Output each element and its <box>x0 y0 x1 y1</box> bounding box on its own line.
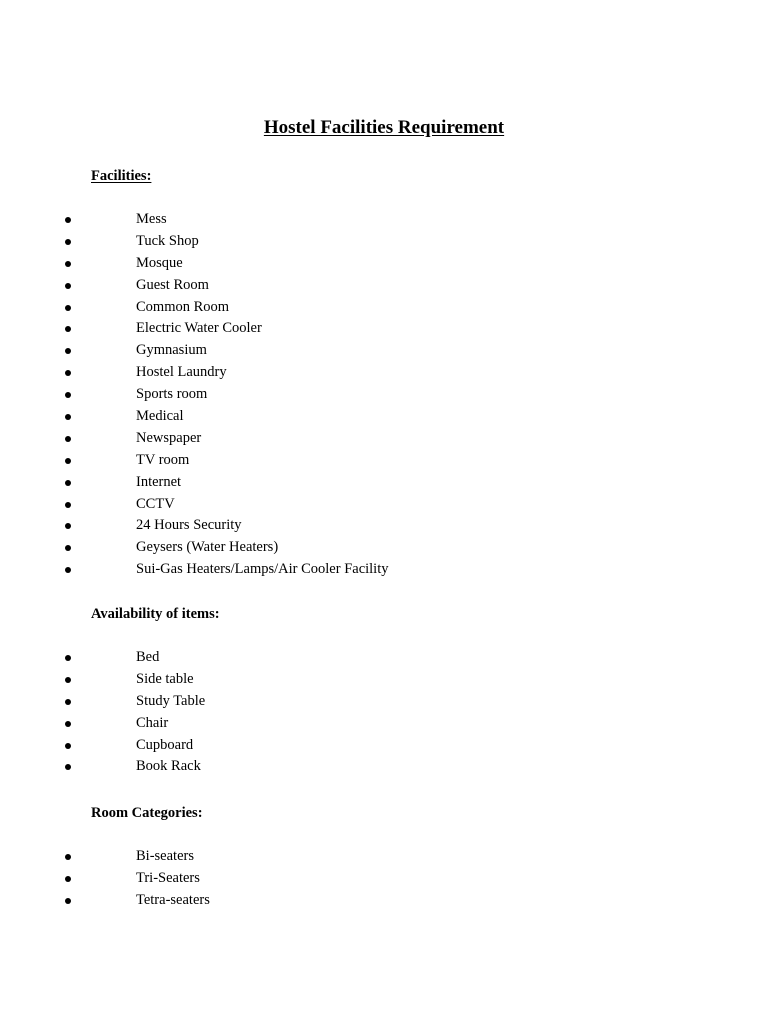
list-item <box>0 890 768 912</box>
list-item <box>0 384 768 406</box>
list-item-text: Cupboard <box>136 736 194 753</box>
list-item-text: Tri-Seaters <box>136 869 200 886</box>
list-item-text: Sports room <box>136 386 208 403</box>
bullet-icon <box>65 743 71 749</box>
list-item-text: Medical <box>136 408 184 425</box>
list-item <box>0 231 768 253</box>
bullet-icon <box>65 523 71 529</box>
list-item <box>0 537 768 559</box>
list-item <box>0 846 768 868</box>
section-heading-room-categories: Room Categories: <box>91 805 203 821</box>
list-item <box>0 297 768 319</box>
bullet-icon <box>65 854 71 860</box>
document-title: Hostel Facilities Requirement <box>263 117 505 138</box>
list-item <box>0 472 768 494</box>
section-availability <box>0 603 768 778</box>
list-item <box>0 515 768 537</box>
bullet-icon <box>65 217 71 223</box>
list-item-text: Mess <box>136 211 167 227</box>
list-item <box>0 735 768 757</box>
bullet-icon <box>65 348 71 354</box>
list-item-text: Chair <box>136 714 169 731</box>
list-item-text: Sui-Gas Heaters/Lamps/Air Cooler Facility <box>136 561 389 578</box>
list-item <box>0 691 768 713</box>
list-item <box>0 253 768 275</box>
bullet-icon <box>65 545 71 551</box>
list-item-text: Internet <box>136 473 182 490</box>
list-item <box>0 713 768 735</box>
list-item-text: Book Rack <box>136 758 201 775</box>
room-categories-list <box>0 846 768 912</box>
bullet-icon <box>65 677 71 683</box>
list-item-text: Guest Room <box>136 276 209 293</box>
bullet-icon <box>65 502 71 508</box>
bullet-icon <box>65 370 71 376</box>
list-item <box>0 559 768 581</box>
bullet-icon <box>65 326 71 332</box>
list-item <box>0 318 768 340</box>
list-item <box>0 428 768 450</box>
list-item-text: Side table <box>136 670 194 687</box>
list-item-text: Bed <box>136 649 160 665</box>
list-item-text: Hostel Laundry <box>136 364 227 381</box>
list-item <box>0 450 768 472</box>
list-item-text: Geysers (Water Heaters) <box>136 539 279 556</box>
bullet-icon <box>65 480 71 486</box>
bullet-icon <box>65 567 71 573</box>
list-item <box>0 209 768 231</box>
list-item-text: 24 Hours Security <box>136 517 242 534</box>
list-item <box>0 494 768 516</box>
list-item <box>0 340 768 362</box>
list-item-text: Gymnasium <box>136 342 207 359</box>
bullet-icon <box>65 261 71 267</box>
list-item <box>0 868 768 890</box>
facilities-list <box>0 209 768 581</box>
bullet-icon <box>65 655 71 661</box>
section-heading-facilities: Facilities: <box>91 168 152 184</box>
bullet-icon <box>65 392 71 398</box>
bullet-icon <box>65 283 71 289</box>
bullet-icon <box>65 305 71 311</box>
bullet-icon <box>65 458 71 464</box>
bullet-icon <box>65 764 71 770</box>
list-item-text: Tetra-seaters <box>136 891 210 908</box>
section-facilities <box>0 165 768 581</box>
bullet-icon <box>65 699 71 705</box>
availability-list <box>0 647 768 778</box>
list-item <box>0 756 768 778</box>
bullet-icon <box>65 436 71 442</box>
bullet-icon <box>65 876 71 882</box>
bullet-icon <box>65 239 71 245</box>
list-item-text: CCTV <box>136 495 175 512</box>
list-item-text: Electric Water Cooler <box>136 320 262 337</box>
section-heading-availability: Availability of items: <box>91 606 220 622</box>
list-item-text: Common Room <box>136 298 230 315</box>
bullet-icon <box>65 898 71 904</box>
list-item <box>0 275 768 297</box>
list-item-text: Mosque <box>136 254 183 271</box>
list-item-text: Newspaper <box>136 429 202 446</box>
bullet-icon <box>65 721 71 727</box>
list-item <box>0 362 768 384</box>
list-item-text: Study Table <box>136 692 206 709</box>
list-item <box>0 647 768 669</box>
list-item-text: TV room <box>136 451 190 468</box>
section-room-categories <box>0 802 768 912</box>
bullet-icon <box>65 414 71 420</box>
list-item-text: Tuck Shop <box>136 232 199 249</box>
list-item <box>0 406 768 428</box>
list-item <box>0 669 768 691</box>
list-item-text: Bi-seaters <box>136 848 194 864</box>
